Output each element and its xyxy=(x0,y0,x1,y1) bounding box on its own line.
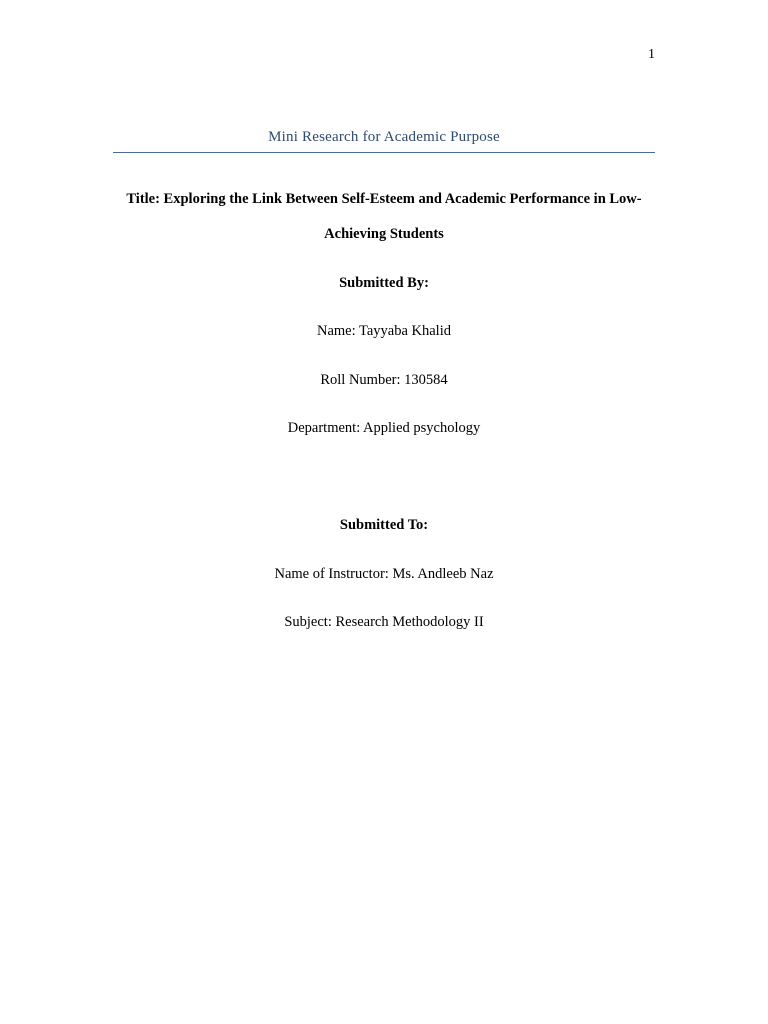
instructor-name: Name of Instructor: Ms. Andleeb Naz xyxy=(274,566,494,582)
submitted-to-heading: Submitted To: xyxy=(339,517,429,533)
department: Department: Applied psychology xyxy=(287,420,481,436)
page-number: 1 xyxy=(648,47,655,62)
submitted-by-heading: Submitted By: xyxy=(339,275,429,291)
header-divider xyxy=(113,152,655,153)
running-header: Mini Research for Academic Purpose xyxy=(268,129,500,145)
roll-number: Roll Number: 130584 xyxy=(320,372,448,388)
student-name: Name: Tayyaba Khalid xyxy=(316,323,451,339)
document-title: Title: Exploring the Link Between Self-Esteem and Academic Performance in Low-Achieving Students xyxy=(126,191,642,242)
subject: Subject: Research Methodology II xyxy=(284,614,484,630)
